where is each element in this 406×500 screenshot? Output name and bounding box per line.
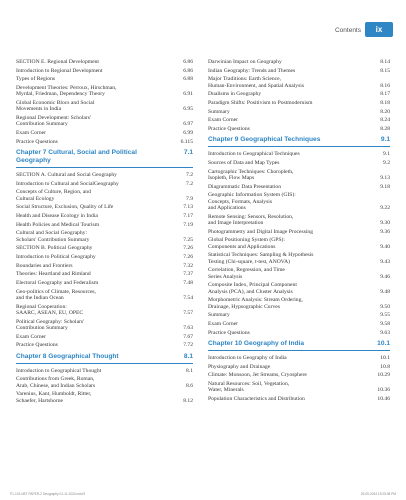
entry-title: Introduction to Geographical Thought xyxy=(16,367,102,374)
toc-entry xyxy=(16,213,193,219)
entry-title: Geo-politics of Climate, Resources, and the Indian Ocean xyxy=(16,288,97,302)
entry-title: Photogrammetry and Digital Image Processing xyxy=(208,228,314,235)
toc-entry xyxy=(208,214,390,227)
entry-page-number: 10.1 xyxy=(380,355,390,361)
entry-title: Practice Questions xyxy=(16,138,58,145)
toc-entry xyxy=(208,355,390,361)
toc-entry xyxy=(208,91,390,97)
entry-title: Major Traditions: Earth Science, Human-Environment, and Spatial Analysis xyxy=(208,76,305,89)
entry-title: Exam Corner xyxy=(208,321,238,328)
entry-page-number: 7.67 xyxy=(183,333,193,340)
entry-page-number: 9.13 xyxy=(380,175,390,182)
toc-entry xyxy=(16,181,193,187)
entry-page-number: 7.72 xyxy=(183,342,193,349)
entry-title: Types of Regions xyxy=(16,76,56,83)
toc-entry xyxy=(208,160,390,166)
toc-entry xyxy=(208,169,390,182)
entry-page-number: 8.20 xyxy=(380,108,390,115)
toc-entry xyxy=(16,334,193,340)
entry-title: Regional Development: Scholars' Contribution Summary xyxy=(16,115,91,128)
entry-page-number: 7.2 xyxy=(186,172,193,178)
toc-entry xyxy=(208,117,390,123)
entry-title: Boundaries and Frontiers xyxy=(16,262,73,269)
toc-entry xyxy=(16,391,193,404)
entry-title: Population Characteristics and Distribution xyxy=(208,396,305,403)
toc-entry xyxy=(16,230,193,243)
entry-page-number: 7.37 xyxy=(183,271,193,278)
toc-entry xyxy=(208,267,390,280)
toc-entry xyxy=(16,254,193,260)
entry-page-number: 7.19 xyxy=(183,221,193,228)
toc-entry xyxy=(16,376,193,389)
entry-title: Practice Questions xyxy=(208,329,250,336)
entry-page-number: 9.43 xyxy=(380,258,390,265)
toc-entry xyxy=(16,204,193,210)
entry-page-number: 7.26 xyxy=(183,254,193,261)
toc-entry xyxy=(16,222,193,228)
entry-title: Exam Corner xyxy=(16,333,46,340)
chapter-heading xyxy=(16,149,193,168)
toc-entry xyxy=(16,289,193,302)
toc-entry xyxy=(16,139,193,145)
entry-page-number: 7.25 xyxy=(183,236,193,243)
toc-entry xyxy=(208,364,390,370)
entry-page-number: 8.15 xyxy=(380,67,390,74)
toc-entry xyxy=(208,372,390,378)
chapter-heading xyxy=(208,136,390,147)
toc-entry xyxy=(208,59,390,65)
entry-page-number: 8.1 xyxy=(186,367,193,374)
entry-page-number: 8.18 xyxy=(380,100,390,107)
footer-file-info: P1-102-NET PAPER-2 Geography 01-11-2024.indd 9 xyxy=(10,492,86,496)
entry-title: Concepts of Culture, Region, and Cultural Ecology xyxy=(16,189,91,202)
entry-title: Introduction to Geography of India xyxy=(208,355,287,361)
chapter-title: Chapter 9 Geographical Techniques xyxy=(208,136,321,144)
entry-title: Health Policies and Medical Tourism xyxy=(16,221,100,228)
toc-entry xyxy=(208,76,390,89)
toc-entry xyxy=(208,184,390,190)
toc-entry xyxy=(16,280,193,286)
entry-title: Cartographic Techniques: Choropleth, Isopleth, Flow Maps xyxy=(208,168,294,182)
entry-page-number: 7.9 xyxy=(186,195,193,202)
toc-entry xyxy=(16,100,193,113)
chapter-page-number: 8.1 xyxy=(183,352,193,360)
entry-title: Exam Corner xyxy=(16,130,46,137)
entry-title: Composite Index, Principal Component Analysis (PCA), and Cluster Analysis xyxy=(208,282,297,295)
entry-page-number: 8.24 xyxy=(380,117,390,124)
toc-entry xyxy=(208,252,390,265)
entry-page-number: 6.99 xyxy=(183,130,193,137)
entry-page-number: 7.17 xyxy=(183,213,193,220)
entry-title: Morphometric Analysis: Stream Ordering, Drainage, Hypsographic Curves xyxy=(208,297,303,310)
toc-entry xyxy=(16,130,193,136)
entry-page-number: 7.54 xyxy=(183,295,193,302)
entry-page-number: 9.48 xyxy=(380,288,390,295)
toc-entry xyxy=(16,263,193,269)
entry-title: Introduction to Regional Development xyxy=(16,67,103,74)
entry-title: SECTION A. Cultural and Social Geography xyxy=(16,172,117,178)
entry-page-number: 7.13 xyxy=(183,204,193,211)
entry-page-number: 8.28 xyxy=(380,126,390,133)
entry-page-number: 9.55 xyxy=(380,312,390,319)
entry-page-number: 10.29 xyxy=(377,372,390,379)
contents-title: Contents xyxy=(334,27,361,34)
toc-entry xyxy=(208,100,390,106)
entry-page-number: 8.14 xyxy=(380,59,390,65)
entry-title: Practice Questions xyxy=(208,126,250,133)
entry-page-number: 7.57 xyxy=(183,310,193,317)
toc-entry xyxy=(16,85,193,98)
toc-entry xyxy=(208,151,390,157)
entry-title: Paradigm Shifts: Positivism to Postmodernism xyxy=(208,100,313,107)
entry-title: Diagrammatic Data Presentation xyxy=(208,183,282,190)
entry-title: Contributions from Greek, Roman, Arab, Chinese, and Indian Scholars xyxy=(16,376,96,389)
toc-entry xyxy=(208,68,390,74)
toc-entry xyxy=(16,319,193,332)
toc-entry xyxy=(208,237,390,250)
entry-page-number: 8.12 xyxy=(183,397,193,404)
entry-page-number: 9.40 xyxy=(380,243,390,250)
entry-page-number: 10.46 xyxy=(377,396,390,403)
entry-title: SECTION E. Regional Development xyxy=(16,59,99,65)
chapter-title: Chapter 7 Cultural, Social and Political Geography xyxy=(16,149,137,164)
entry-title: Global Positioning System (GPS): Components and Applications xyxy=(208,237,285,250)
entry-title: Dualisms in Geography xyxy=(208,91,262,98)
entry-page-number: 10.36 xyxy=(377,387,390,394)
toc-entry xyxy=(16,342,193,348)
entry-title: Cultural and Social Geography: Scholars' Contribution Summary xyxy=(16,230,90,243)
entry-page-number: 8.17 xyxy=(380,91,390,98)
entry-page-number: 6.91 xyxy=(183,91,193,98)
chapter-page-number: 10.1 xyxy=(377,340,390,347)
entry-page-number: 7.48 xyxy=(183,280,193,287)
entry-page-number: 9.1 xyxy=(383,151,390,158)
toc-entry xyxy=(208,312,390,318)
toc-entry xyxy=(16,271,193,277)
toc-entry xyxy=(208,297,390,310)
entry-title: Summary xyxy=(208,108,230,115)
entry-page-number: 9.58 xyxy=(380,321,390,328)
print-footer xyxy=(10,488,396,496)
toc-entry xyxy=(16,76,193,82)
chapter-title: Chapter 10 Geography of India xyxy=(208,340,304,347)
entry-page-number: 9.46 xyxy=(380,273,390,280)
entry-page-number: 8.6 xyxy=(186,382,193,389)
chapter-page-number: 9.1 xyxy=(380,136,390,144)
entry-title: Health and Disease Ecology in India xyxy=(16,213,98,220)
entry-title: Indian Geography: Trends and Themes xyxy=(208,67,296,74)
entry-page-number: 6.95 xyxy=(183,106,193,113)
entry-title: Development Theories: Perroux, Hirschman, Myrdal, Friedman, Dependency Theory xyxy=(16,85,117,98)
entry-title: Natural Resources: Soil, Vegetation, Water, Minerals xyxy=(208,381,290,394)
entry-page-number: 9.18 xyxy=(380,183,390,190)
entry-title: Political Geography: Scholars' Contribution Summary xyxy=(16,318,85,332)
toc-entry xyxy=(16,172,193,178)
entry-page-number: 9.30 xyxy=(380,220,390,227)
page-number-badge: ix xyxy=(365,22,393,37)
entry-title: Darwinian Impact on Geography xyxy=(208,59,282,65)
entry-page-number: 8.16 xyxy=(380,82,390,89)
toc-entry xyxy=(208,229,390,235)
entry-page-number: 7.32 xyxy=(183,262,193,269)
toc-entry xyxy=(208,109,390,115)
entry-page-number: 9.63 xyxy=(380,329,390,336)
entry-title: Sources of Data and Map Types xyxy=(208,160,280,167)
toc-entry xyxy=(16,189,193,202)
footer-timestamp: 29-05-2024 15:25:08 PM xyxy=(360,492,396,496)
entry-title: Geographic Information System (GIS): Concepts, Formats, Analysis and Applications xyxy=(208,192,296,212)
toc-entry xyxy=(16,115,193,128)
entry-page-number: 7.63 xyxy=(183,325,193,332)
chapter-title: Chapter 8 Geographical Thought xyxy=(16,352,119,360)
entry-page-number: 10.8 xyxy=(380,363,390,370)
entry-title: Introduction to Geographical Techniques xyxy=(208,151,300,158)
entry-title: Global Economic Blocs and Social Movements in India xyxy=(16,100,95,113)
entry-page-number: 6.86 xyxy=(183,59,193,65)
entry-title: Physiography and Drainage xyxy=(208,363,271,370)
toc-entry xyxy=(208,126,390,132)
entry-title: Introduction to Cultural and SocialGeography xyxy=(16,180,119,187)
toc-entry xyxy=(208,321,390,327)
chapter-heading xyxy=(16,353,193,364)
entry-page-number: 9.36 xyxy=(380,228,390,235)
entry-title: Regional Cooperation: SAARC, ASEAN, EU, OPEC xyxy=(16,303,84,317)
entry-title: Remote Sensing: Sensors, Resolution, and Image Interpretation xyxy=(208,213,294,227)
toc-entry xyxy=(208,330,390,336)
entry-page-number: 7.26 xyxy=(183,245,193,252)
entry-title: Practice Questions xyxy=(16,342,58,349)
toc-entry xyxy=(208,381,390,394)
toc-entry xyxy=(16,59,193,65)
entry-page-number: 9.50 xyxy=(380,303,390,310)
entry-title: Theories: Heartland and Rimland xyxy=(16,271,91,278)
toc-entry xyxy=(16,245,193,251)
entry-title: Varenius, Kant, Humboldt, Ritter, Schaefer, Hartshorne xyxy=(16,391,92,404)
toc-entry xyxy=(16,368,193,374)
chapter-heading xyxy=(208,340,390,351)
entry-title: Introduction to Political Geography xyxy=(16,254,96,261)
entry-page-number: 6.97 xyxy=(183,121,193,128)
entry-page-number: 9.22 xyxy=(380,205,390,212)
page-header xyxy=(0,0,406,38)
entry-title: Statistical Techniques: Sampling & Hypothesis Testing (Chi-square, t-test, ANOVA) xyxy=(208,252,314,265)
toc-entry xyxy=(208,282,390,295)
toc-right-column xyxy=(208,59,390,405)
entry-page-number: 6.88 xyxy=(183,76,193,83)
entry-title: SECTION B. Political Geography xyxy=(16,245,93,252)
chapter-page-number: 7.1 xyxy=(183,149,193,156)
entry-page-number: 6.86 xyxy=(183,67,193,74)
toc-entry xyxy=(208,396,390,402)
toc-entry xyxy=(208,192,390,211)
toc-entry xyxy=(16,68,193,74)
entry-title: Correlation, Regression, and Time Series Analysis xyxy=(208,267,285,280)
entry-page-number: 6.115 xyxy=(180,138,193,145)
entry-title: Summary xyxy=(208,312,230,319)
entry-title: Electoral Geography and Federalism xyxy=(16,280,99,287)
entry-title: Exam Corner xyxy=(208,117,238,124)
toc-left-column xyxy=(16,59,193,406)
entry-title: Climate: Monsoon, Jet Streams, Cryosphere xyxy=(208,372,307,379)
entry-page-number: 9.2 xyxy=(383,160,390,167)
entry-title: Social Structure, Exclusion, Quality of Life xyxy=(16,204,114,211)
entry-page-number: 7.2 xyxy=(186,180,193,187)
toc-entry xyxy=(16,304,193,317)
